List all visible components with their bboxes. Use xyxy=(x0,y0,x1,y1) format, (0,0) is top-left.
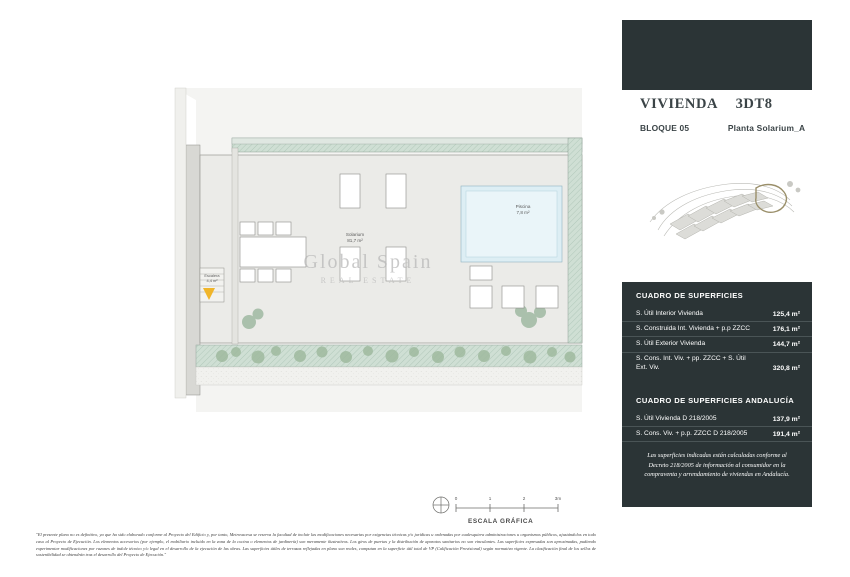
room-name: Piscina xyxy=(515,204,531,209)
svg-text:2: 2 xyxy=(522,496,526,501)
scale-label: ESCALA GRÁFICA xyxy=(468,518,534,525)
block-label: BLOQUE 05 xyxy=(640,123,690,133)
surfaces-table xyxy=(622,282,812,387)
andalucia-note: Las superficies indicadas están calculadas conforme al Decreto 218/2005 de información al consumidor en la compraventa y arrendamiento de viviendas en Andalucía. xyxy=(644,452,790,479)
surfaces-andalucia-table xyxy=(622,387,812,507)
table-row xyxy=(622,337,812,352)
floor-label: Planta Solarium_A xyxy=(727,123,806,133)
watermark-tagline: REAL ESTATE xyxy=(320,276,416,285)
row-value: 125,4 m² xyxy=(772,310,800,318)
row-value: 176,1 m² xyxy=(772,325,800,333)
row-label: S. Útil Vivienda D 218/2005 xyxy=(636,414,717,422)
row-label: S. Cons. Viv. + p.p. ZZCC D 218/2005 xyxy=(636,429,748,437)
row-label: S. Útil Interior Vivienda xyxy=(636,309,703,317)
keyplan-thumbnail xyxy=(640,160,810,252)
row-label: S. Construida Int. Vivienda + p.p ZZCC xyxy=(636,324,751,332)
row-value: 191,4 m² xyxy=(772,430,800,438)
surfaces-table-title: CUADRO DE SUPERFICIES xyxy=(636,291,744,300)
room-label-solarium xyxy=(330,232,380,245)
svg-text:0: 0 xyxy=(454,496,458,501)
table-row xyxy=(622,322,812,337)
room-area: 7,8 m² xyxy=(516,210,530,216)
panel-header-band xyxy=(622,20,812,90)
info-panel xyxy=(622,0,812,572)
table-row xyxy=(622,427,812,442)
row-label: S. Cons. Int. Viv. + pp. ZZCC + S. Útil Ext. Viv. xyxy=(636,355,746,371)
svg-text:1: 1 xyxy=(488,496,492,501)
table-row xyxy=(622,307,812,322)
row-label: S. Útil Exterior Vivienda xyxy=(636,340,706,348)
table-row xyxy=(622,412,812,427)
room-label-piscina xyxy=(498,204,548,217)
legal-disclaimer: "El presente plano no es definitivo, ya que ha sido elaborado conforme al Proyecto del Edificio y, por tanto, Metrovacesa se reserva la facultad de incluir las modificaciones necesarias por exigencias técnicas y/o jurídicas u ordenadas por cualesquiera administraciones u organismos públicos, ajustándolos en todo caso al Proyecto de Ejecución. Los elementos accesorios (por ejemplo, el mobiliario incluido en la zona de la cocina o elementos de jardinería) son meramente ilustrativos. Los giros de puertas y la distribución de aparatos sanitarios no son vinculantes. Las superficies expresadas son aproximadas, pudiendo experimentar modificaciones por razones de índole técnico y/o legal en el desarrollo de la ejecución de las obras. Las superficies útiles de terrazas reflejadas en plano son reales, computan en la superficie útil total de VP (Calificación Provisional) según normativa vigente. La clasificación final de los sellos de sostenibilidad se obtendrán tras el desarrollo del Proyecto de Ejecución." xyxy=(36,532,596,558)
graphic-scale xyxy=(433,496,561,513)
row-value: 320,8 m² xyxy=(772,364,800,372)
unit-code: 3DT8 xyxy=(735,96,773,112)
room-label-escalera xyxy=(187,273,237,284)
page-title xyxy=(640,96,812,113)
svg-text:3m: 3m xyxy=(554,496,562,501)
surfaces-andalucia-title: CUADRO DE SUPERFICIES ANDALUCÍA xyxy=(636,396,795,405)
row-value: 137,9 m² xyxy=(772,415,800,423)
room-name: Escalera xyxy=(204,273,220,278)
room-name: Solarium xyxy=(345,232,365,237)
room-area: 4,4 m² xyxy=(206,278,218,284)
table-row xyxy=(622,353,812,376)
row-value: 144,7 m² xyxy=(772,340,800,348)
page-title-text: VIVIENDA xyxy=(640,96,718,112)
title-zone xyxy=(622,96,812,133)
block-floor-line xyxy=(640,123,812,133)
room-area: 81,7 m² xyxy=(347,238,363,244)
watermark-brand: Global Spain xyxy=(303,251,433,273)
